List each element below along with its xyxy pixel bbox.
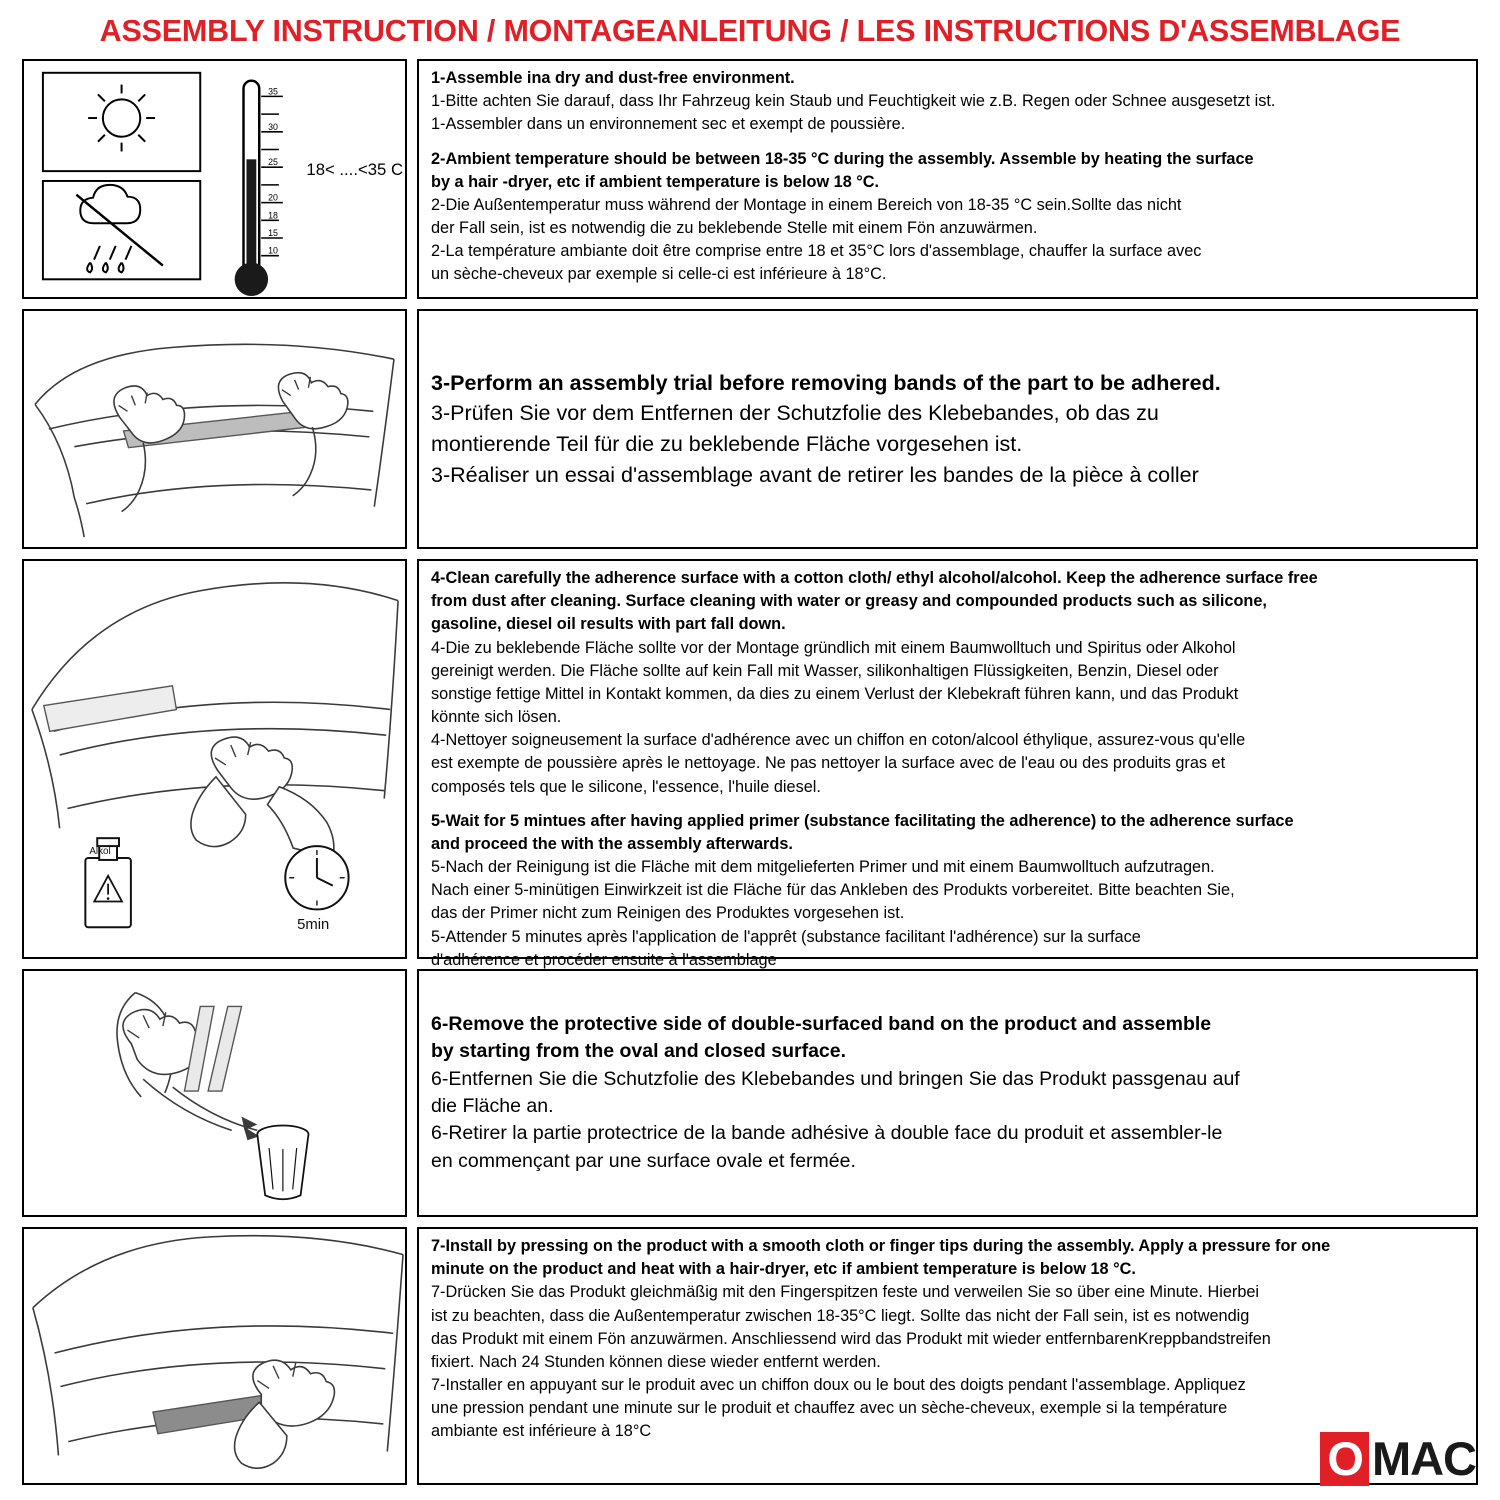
instruction-row-4 — [22, 969, 1478, 1217]
svg-text:25: 25 — [268, 157, 278, 168]
step-3-text — [417, 309, 1478, 549]
step-line: das der Primer nicht zum Reinigen des Produktes vorgesehen ist. — [431, 904, 905, 923]
step-line: 6-Retirer la partie protectrice de la bande adhésive à double face du produit et assembler-le — [431, 1122, 1223, 1145]
step-line: 4-Nettoyer soigneusement la surface d'adhérence avec un chiffon en coton/alcool éthylique, assurez-vous qu'elle — [431, 731, 1246, 750]
step-line: 7-Installer en appuyant sur le produit avec un chiffon doux ou le bout des doigts pendant l'assemblage. Appliquez — [431, 1376, 1246, 1395]
step-line: 3-Perform an assembly trial before removing bands of the part to be adhered. — [431, 370, 1221, 395]
step-line: 5-Wait for 5 mintues after having applied primer (substance facilitating the adherence) to the adherence surface — [431, 811, 1294, 830]
instruction-row-5 — [22, 1227, 1478, 1485]
svg-text:10: 10 — [268, 245, 278, 256]
instruction-grid — [22, 59, 1478, 1485]
press-product-with-fingertips-icon — [24, 1229, 405, 1483]
step-line: der Fall sein, ist es notwendig die zu beklebende Stelle mit einem Fön anzuwärmen. — [431, 219, 1038, 238]
step-6-text — [417, 969, 1478, 1217]
step-line: 3-Réaliser un essai d'assemblage avant de retirer les bandes de la pièce à coller — [431, 462, 1199, 487]
step-line: and proceed the with the assembly afterwards. — [431, 834, 793, 853]
figure-remove-band — [22, 969, 407, 1217]
step-line: by starting from the oval and closed surface. — [431, 1040, 847, 1063]
svg-text:Alkol: Alkol — [89, 846, 111, 858]
step-line: sonstige fettige Mittel in Kontakt kommen, da dies zu einem Verlust der Klebekraft führen kann, und das Produkt — [431, 684, 1239, 703]
step-line: 3-Prüfen Sie vor dem Entfernen der Schutzfolie des Klebebandes, ob das zu — [431, 401, 1159, 426]
svg-text:5min: 5min — [297, 917, 330, 934]
step-line: montierende Teil für die zu beklebende Fläche vorgesehen ist. — [431, 432, 1023, 456]
sun-rain-thermometer-icon — [24, 61, 405, 297]
step-line: 7-Install by pressing on the product with a smooth cloth or finger tips during the assembly. Apply a pressure for one — [431, 1237, 1331, 1255]
step-line: 6-Entfernen Sie die Schutzfolie des Klebebandes und bringen Sie das Produkt passgenau auf — [431, 1067, 1240, 1090]
svg-text:20: 20 — [268, 192, 278, 203]
step-line: 1-Assemble ina dry and dust-free environment. — [431, 69, 795, 87]
instruction-row-1 — [22, 59, 1478, 299]
svg-text:18< ....<35 C: 18< ....<35 C — [306, 160, 404, 180]
step-line: 2-Ambient temperature should be between 18-35 °C during the assembly. Assemble by heating the surface — [431, 149, 1254, 168]
remove-protective-band-icon — [24, 971, 405, 1215]
step-line: 7-Drücken Sie das Produkt gleichmäßig mit den Fingerspitzen feste und verweilen Sie so über eine Minute. Hierbei — [431, 1283, 1260, 1302]
step-line: die Fläche an. — [431, 1095, 554, 1117]
step-line: könnte sich lösen. — [431, 708, 562, 727]
step-1-2-text — [417, 59, 1478, 299]
step-line: das Produkt mit einem Fön anzuwärmen. Anschliessend wird das Produkt mit wieder entfernbarenKreppbandstreifen — [431, 1329, 1271, 1348]
step-line: 1-Assembler dans un environnement sec et exempt de poussière. — [431, 115, 906, 134]
step-line: 4-Die zu beklebende Fläche sollte vor der Montage gründlich mit einem Baumwolltuch und Spiritus oder Alkohol — [431, 638, 1236, 657]
step-line: from dust after cleaning. Surface cleaning with water or greasy and compounded products such as silicone, — [431, 592, 1267, 611]
figure-sun-rain-thermometer — [22, 59, 407, 299]
instruction-row-3 — [22, 559, 1478, 969]
step-line: une pression pendant une minute sur le produit et chauffez avec un sèche-cheveux, exemple si la température — [431, 1399, 1228, 1418]
step-line: 5-Attender 5 minutes après l'application de l'apprêt (substance facilitant l'adhérence) sur la surface — [431, 927, 1141, 946]
svg-text:15: 15 — [268, 228, 278, 239]
svg-text:18: 18 — [268, 210, 278, 221]
step-line: ambiante est inférieure à 18°C — [431, 1422, 652, 1441]
step-line: ist zu beachten, dass die Außentemperatur zwischen 18-35°C liegt. Sollte das nicht der Fall sein, ist es notwendig — [431, 1306, 1250, 1325]
step-line: 1-Bitte achten Sie darauf, dass Ihr Fahrzeug kein Staub und Feuchtigkeit wie z.B. Regen oder Schnee ausgesetzt ist. — [431, 92, 1276, 111]
step-4-5-text — [417, 559, 1478, 969]
logo-name: MAC — [1371, 1432, 1476, 1485]
step-line: 6-Remove the protective side of double-surfaced band on the product and assemble — [431, 1013, 1212, 1036]
figure-clean-surface — [22, 559, 407, 959]
instruction-row-2 — [22, 309, 1478, 549]
step-line: un sèche-cheveux par exemple si celle-ci est inférieure à 18°C. — [431, 265, 887, 284]
step-line: 4-Clean carefully the adherence surface with a cotton cloth/ ethyl alcohol/alcohol. Keep the adherence surface free — [431, 569, 1318, 587]
step-line: 2-La température ambiante doit être comprise entre 18 et 35°C lors d'assemblage, chauffer la surface avec — [431, 242, 1202, 261]
step-line: minute on the product and heat with a hair-dryer, etc if ambient temperature is below 18 °C. — [431, 1260, 1136, 1279]
step-line: by a hair -dryer, etc if ambient temperature is below 18 °C. — [431, 172, 880, 191]
logo-mark: O — [1320, 1432, 1369, 1486]
page-title: ASSEMBLY INSTRUCTION / MONTAGEANLEITUNG / LES INSTRUCTIONS D'ASSEMBLAGE — [99, 14, 1401, 48]
step-line: d'adhérence et procéder ensuite à l'assemblage — [431, 950, 777, 969]
step-line: 5-Nach der Reinigung ist die Fläche mit dem mitgelieferten Primer und mit einem Baumwolltuch aufzutragen. — [431, 858, 1215, 877]
trial-fit-on-door-sill-icon — [24, 311, 405, 547]
step-line: en commençant par une surface ovale et fermée. — [431, 1149, 856, 1172]
svg-text:30: 30 — [268, 121, 278, 132]
step-line: Nach einer 5-minütigen Einwirkzeit ist die Fläche für das Ankleben des Produkts vorbereitet. Bitte beachten Sie, — [431, 881, 1235, 900]
figure-trial-fit — [22, 309, 407, 549]
step-line: 2-Die Außentemperatur muss während der Montage in einem Bereich von 18-35 °C sein.Sollte das nicht — [431, 195, 1182, 214]
step-line: est exempte de poussière après le nettoyage. Ne pas nettoyer la surface avec de l'eau ou des produits gras et — [431, 754, 1226, 773]
svg-text:35: 35 — [268, 86, 278, 97]
step-line: composés tels que le silicone, l'essence, l'huile diesel. — [431, 777, 821, 796]
step-line: gereinigt werden. Die Fläche sollte auf kein Fall mit Wasser, silikonhaltigen Flüssigkeiten, Benzin, Diesel oder — [431, 661, 1219, 680]
step-line: fixiert. Nach 24 Stunden können diese wieder entfernt werden. — [431, 1352, 881, 1371]
step-line: gasoline, diesel oil results with part fall down. — [431, 615, 786, 634]
step-7-text — [417, 1227, 1478, 1485]
figure-press-product — [22, 1227, 407, 1485]
omac-logo — [1320, 1432, 1476, 1486]
clean-surface-with-alcohol-icon — [24, 561, 405, 957]
